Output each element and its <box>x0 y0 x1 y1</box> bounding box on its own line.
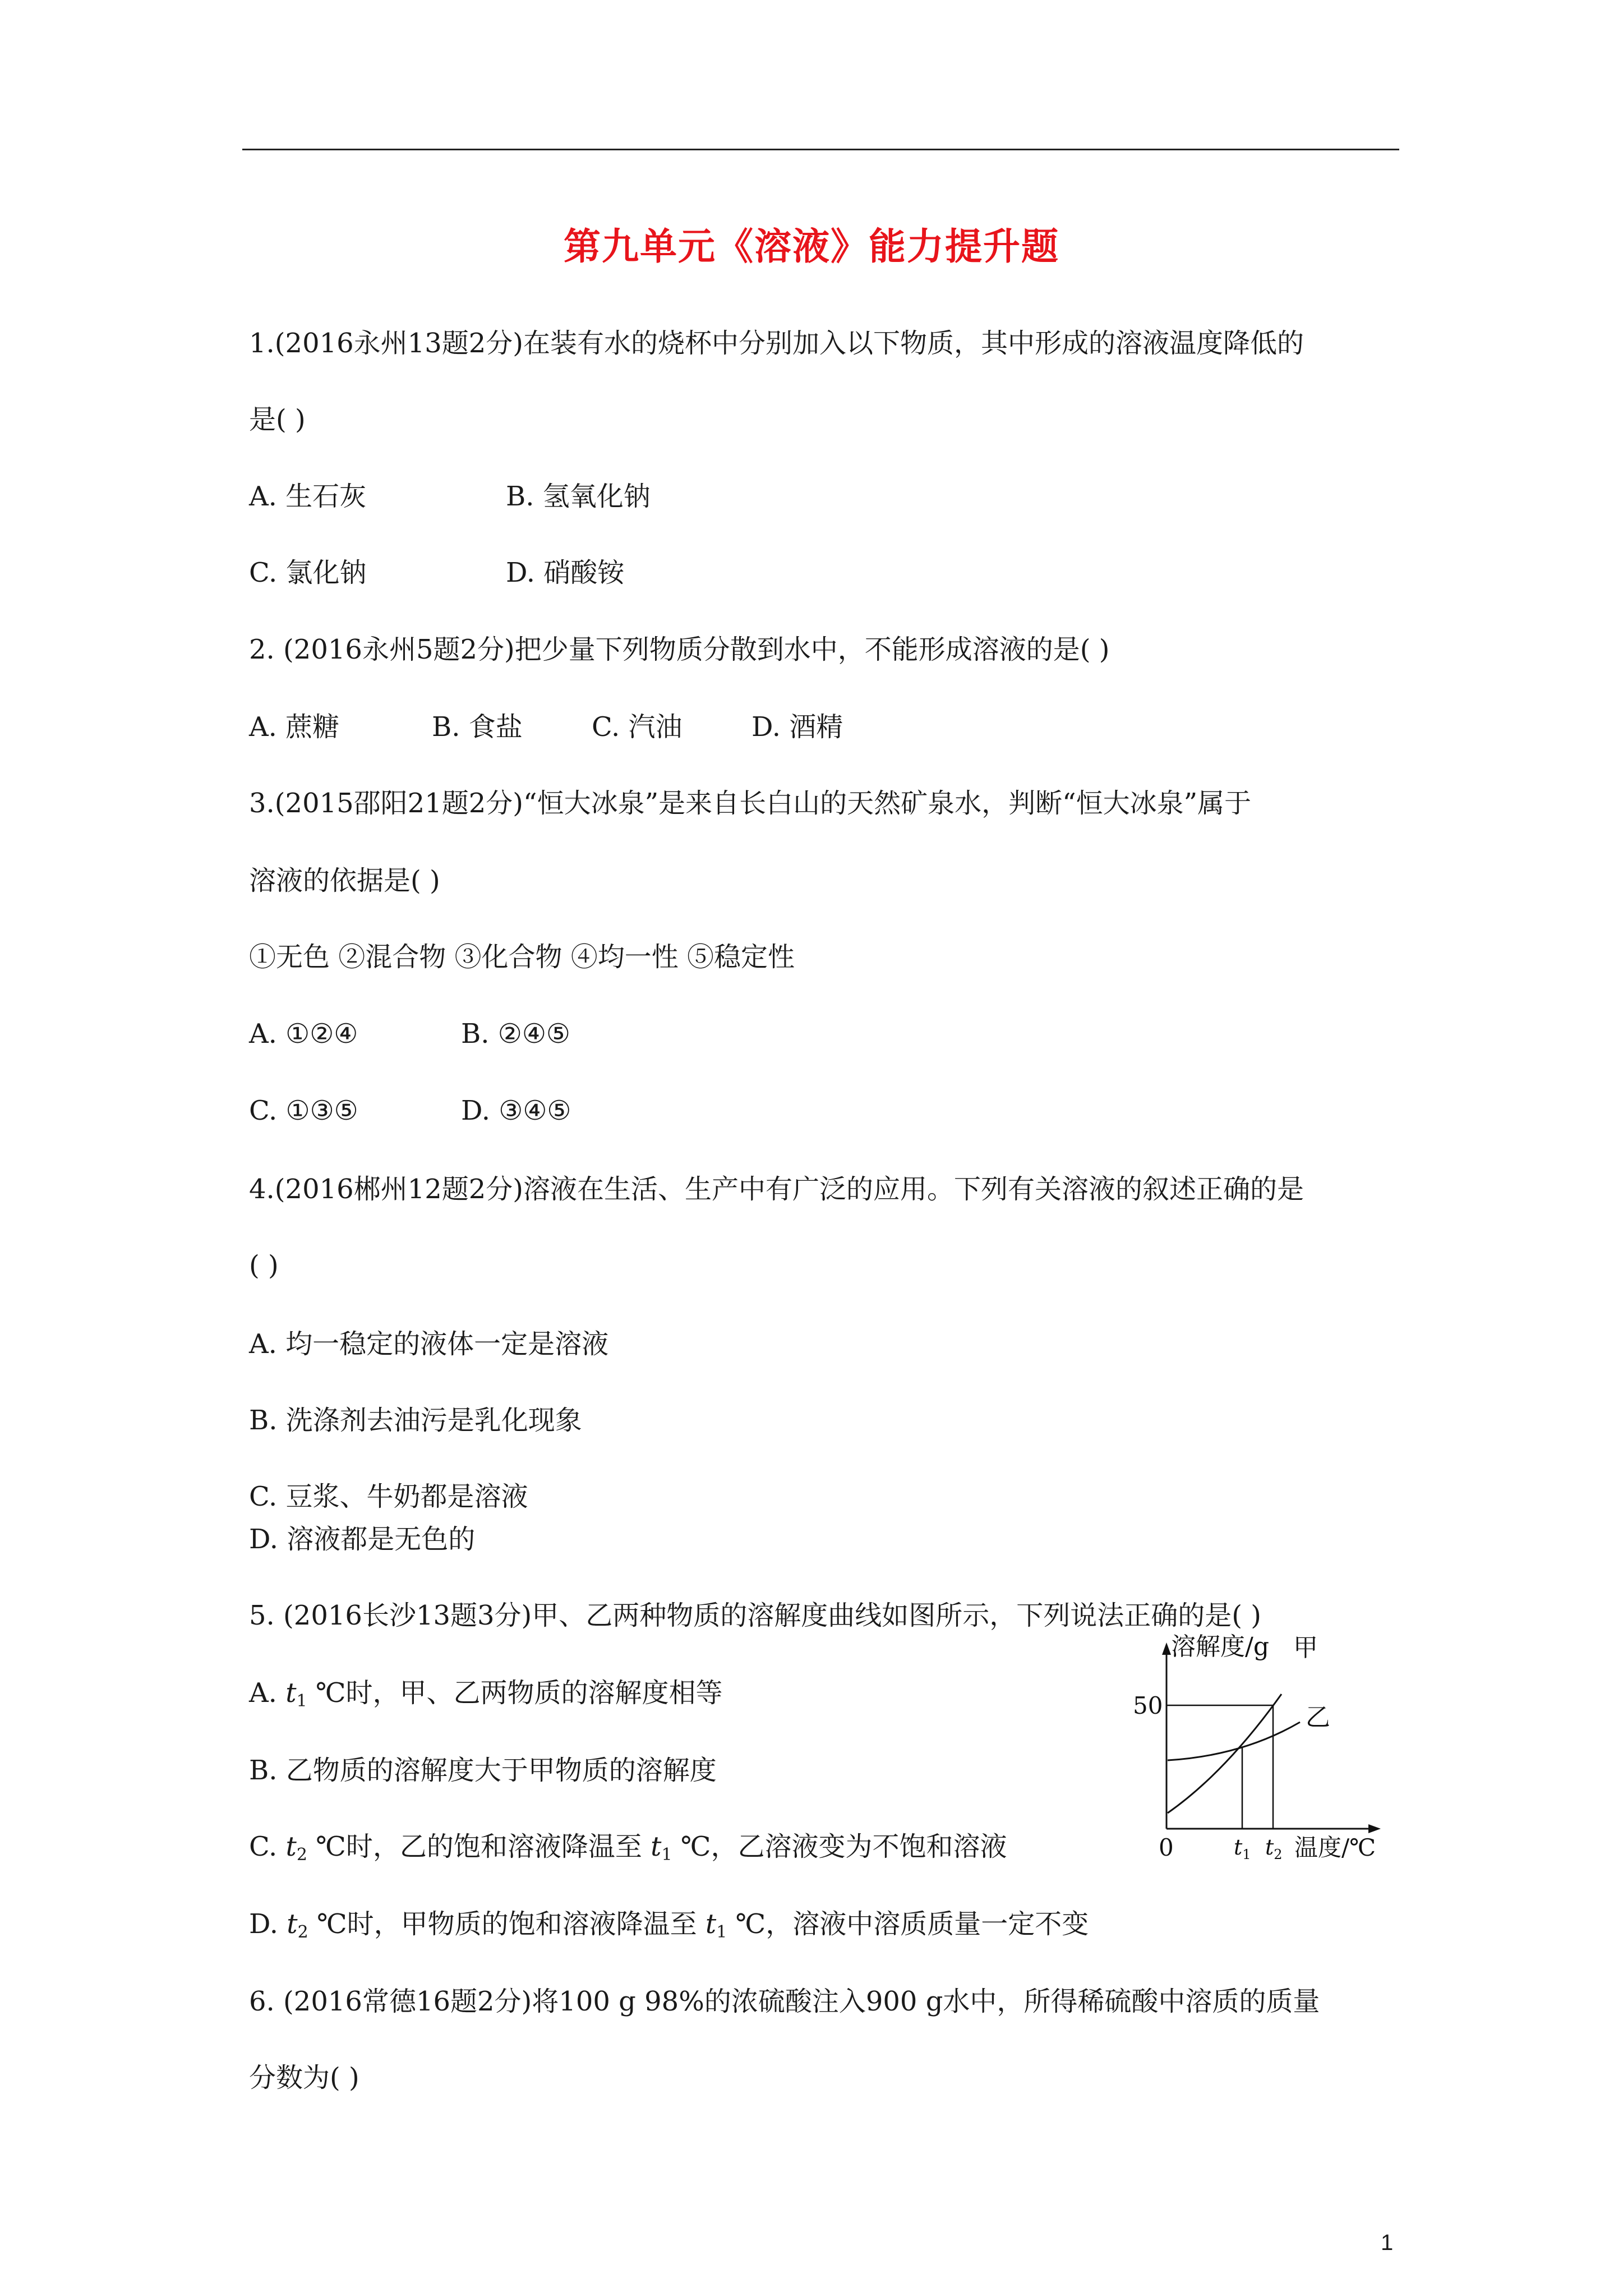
x-axis-label: 温度/℃ <box>1294 1834 1376 1861</box>
x-tick-t2-t: t <box>1265 1835 1274 1860</box>
q5-c-sub: 2 <box>296 1845 307 1865</box>
q5-option-d <box>249 1907 1089 1949</box>
x-axis-arrow <box>1368 1824 1381 1833</box>
solubility-curve-diagram <box>1122 1632 1402 1868</box>
q1-option-d: D. 硝酸铵 <box>506 557 625 588</box>
page-title: 第九单元《溶液》能力提升题 <box>564 224 1059 268</box>
x-tick-t2-sub: 2 <box>1274 1847 1283 1862</box>
q5-c-prefix: C. <box>249 1831 286 1862</box>
q5-d-t: t <box>287 1908 298 1940</box>
q3-option-a: A. ①②④ <box>249 1018 358 1050</box>
q2-option-a: A. 蔗糖 <box>249 711 340 743</box>
x-tick-t1-t: t <box>1234 1835 1243 1860</box>
q5-a-prefix: A. <box>249 1677 286 1709</box>
q5-option-b: B. 乙物质的溶解度大于甲物质的溶解度 <box>249 1755 717 1786</box>
q5-a-t: t <box>285 1677 297 1709</box>
y-tick-50: 50 <box>1133 1692 1163 1719</box>
y-axis-label: 溶解度/g <box>1171 1632 1269 1661</box>
q5-option-c <box>249 1830 1007 1872</box>
q5-d-sub2: 1 <box>716 1922 727 1942</box>
q2-option-d: D. 酒精 <box>751 711 843 743</box>
x-tick-t2 <box>1265 1835 1283 1862</box>
q3-items: ①无色 ②混合物 ③化合物 ④均一性 ⑤稳定性 <box>249 941 795 973</box>
q5-c-mid: ℃时，乙的饱和溶液降温至 <box>307 1831 651 1862</box>
q5-a-text: ℃时，甲、乙两物质的溶解度相等 <box>307 1677 723 1709</box>
q1-stem-line1: 1.(2016永州13题2分)在装有水的烧杯中分别加入以下物质，其中形成的溶液温度降低的 <box>249 328 1304 359</box>
q5-d-mid: ℃时，甲物质的饱和溶液降温至 <box>308 1908 706 1940</box>
q6-stem-line2: 分数为( ) <box>249 2062 359 2093</box>
q5-a-sub: 1 <box>296 1691 307 1711</box>
x-tick-t1-sub: 1 <box>1242 1847 1251 1862</box>
q3-option-b: B. ②④⑤ <box>461 1018 570 1050</box>
series-label-jia: 甲 <box>1293 1634 1318 1662</box>
q4-stem-line2: ( ) <box>249 1250 279 1281</box>
q5-c-t: t <box>285 1831 297 1862</box>
q5-option-a <box>249 1676 723 1718</box>
q4-stem-line1: 4.(2016郴州12题2分)溶液在生活、生产中有广泛的应用。下列有关溶液的叙述正确的是 <box>249 1174 1304 1205</box>
q1-stem-line2: 是( ) <box>249 404 306 435</box>
y-axis-arrow <box>1162 1642 1171 1655</box>
q3-option-d: D. ③④⑤ <box>461 1095 571 1126</box>
q4-option-a: A. 均一稳定的液体一定是溶液 <box>249 1328 609 1360</box>
q1-option-b: B. 氢氧化钠 <box>506 481 651 512</box>
header-rule <box>242 149 1399 150</box>
q3-stem-line2: 溶液的依据是( ) <box>249 865 440 896</box>
q1-option-a: A. 生石灰 <box>249 481 367 512</box>
q5-d-t2: t <box>705 1908 717 1940</box>
q4-option-b: B. 洗涤剂去油污是乳化现象 <box>249 1405 582 1436</box>
page-number: 1 <box>1381 2230 1394 2255</box>
q5-c-sub2: 1 <box>661 1845 672 1865</box>
q5-c-t2: t <box>651 1831 662 1862</box>
q2-stem: 2. (2016永州5题2分)把少量下列物质分散到水中，不能形成溶液的是( ) <box>249 634 1110 665</box>
q4-option-d: D. 溶液都是无色的 <box>249 1524 476 1555</box>
series-label-yi: 乙 <box>1306 1703 1330 1732</box>
q5-d-prefix: D. <box>249 1908 287 1940</box>
origin-label: 0 <box>1159 1834 1174 1861</box>
q1-option-c: C. 氯化钠 <box>249 557 367 588</box>
q5-d-sub: 2 <box>297 1922 308 1942</box>
q3-option-c: C. ①③⑤ <box>249 1095 358 1126</box>
x-tick-t1 <box>1234 1835 1251 1862</box>
curve-jia <box>1168 1694 1281 1813</box>
q4-option-c: C. 豆浆、牛奶都是溶液 <box>249 1481 528 1512</box>
q3-stem-line1: 3.(2015邵阳21题2分)“恒大冰泉”是来自长白山的天然矿泉水，判断“恒大冰泉”属于 <box>249 788 1252 819</box>
q2-option-b: B. 食盐 <box>432 711 523 743</box>
q5-stem: 5. (2016长沙13题3分)甲、乙两种物质的溶解度曲线如图所示，下列说法正确的是( ) <box>249 1600 1261 1631</box>
q5-c-text: ℃，乙溶液变为不饱和溶液 <box>672 1831 1007 1862</box>
q5-d-text: ℃，溶液中溶质质量一定不变 <box>727 1908 1089 1940</box>
q2-option-c: C. 汽油 <box>592 711 683 743</box>
q6-stem-line1: 6. (2016常德16题2分)将100 g 98%的浓硫酸注入900 g水中，所得稀硫酸中溶质的质量 <box>249 1986 1320 2017</box>
